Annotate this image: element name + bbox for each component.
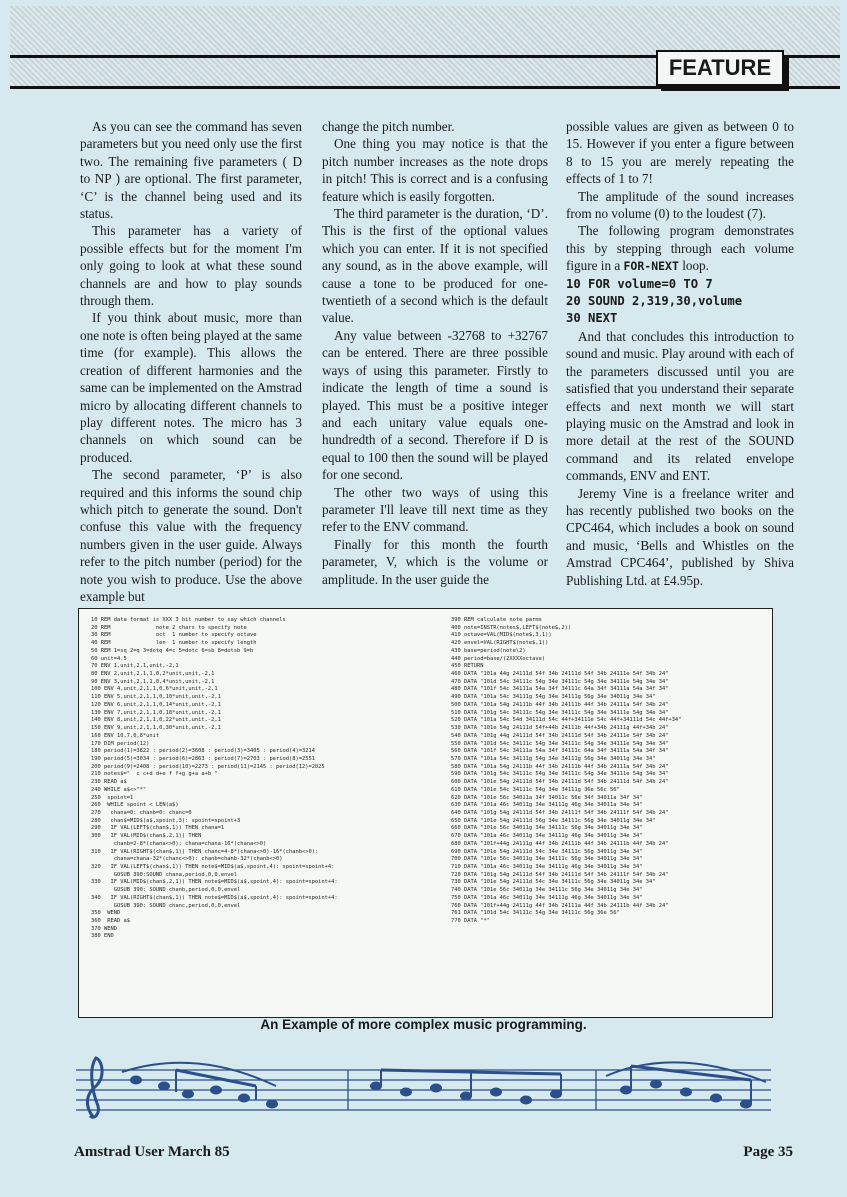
music-staff-illustration [76, 1046, 771, 1126]
listing-line: 280 chan$=MID$(a$,spoint,3): spoint=spoint+3 [91, 817, 241, 824]
listing-line: 440 period=base/(2XXXXoctave) [451, 655, 546, 662]
listing-line: 460 DATA "101a 44g 24111d 54f 34b 24111d 54f 34b 24111e 54f 34b 24" [451, 671, 669, 678]
listing-line: 600 DATA "101e 54g 24111d 54f 34b 24111d 54f 34b 24111d 54f 34b 24" [451, 779, 669, 786]
listing-line: 770 DATA "*" [451, 918, 490, 925]
paragraph: Any value between -32768 to +32767 can be entered. There are three possible ways of using this parameter. Firstly to indicate the length of time a sound is played. This must be a positive integer and each unitary value equals one-hundredth of a second. Therefore if D is equal to 100 then the sound will be played for one second. [322, 327, 548, 483]
listing-line: 760 DATA "101f+44g 24111g 44f 34b 24111a 44f 34b 24111b 44f 34b 24" [451, 902, 669, 909]
program-listing [78, 608, 773, 1018]
listing-line: 120 ENV 6,unit,2,1,1,0,14*unit,unit,-2,1 [91, 701, 221, 708]
listing-line: 50 REM 1=sq 2=q 3=dotq 4=c 5=dotc 6=sb 8=dotsb 9=b [91, 647, 254, 654]
listing-line: 510 DATA "101g 54c 34111c 54g 34e 34111c 54g 34e 34111e 54g 34e 34" [451, 709, 669, 716]
listing-line: 490 DATA "101a 54c 34111g 54g 34e 34111g 56g 34e 34011g 34e 34" [451, 694, 656, 701]
listing-line: 350 WEND [91, 910, 121, 917]
paragraph: And that concludes this introduction to sound and music. Play around with each of the parameters discussed until you are satisfied that you understand their separate effects and next month we will start playing music on the Amstrad and look in more detail at the rest of the SOUND command and its related envelope commands, ENV and ENT. [566, 328, 794, 484]
listing-line: 90 ENV 3,unit,2,1,1,0,4*unit,unit,-2,1 [91, 678, 215, 685]
listing-line: 610 DATA "101e 54c 34111c 54g 34e 34111g 36e 56c 56" [451, 786, 620, 793]
listing-caption: An Example of more complex music programming. [260, 1017, 587, 1032]
listing-line: 410 octave=VAL(MID$(note$,3,1)) [451, 632, 552, 639]
listing-line: 520 DATA "101a 54c 54d 34111d 54c 44f+34111e 54c 44f+34111d 54c 44f+34" [451, 717, 682, 724]
listing-line: 700 DATA "101e 56c 34011g 34e 34111c 56g 34e 34011g 34e 34" [451, 856, 643, 863]
listing-line: 330 IF VAL(MID$(chan$,2,1)) THEN note$=MID$(a$,spoint,4): spoint=spoint+4: [91, 879, 338, 886]
listing-line: GOSUB 390: SOUND chanb,period,0,0,envel [91, 887, 241, 894]
footer-publication: Amstrad User March 85 [74, 1144, 230, 1160]
listing-line: 190 period(5)=3034 : period(6)=2863 : period(7)=2703 : period(8)=2551 [91, 755, 315, 762]
listing-line: 761 DATA "101d 54c 34111c 54g 34e 34111c 56g 36e 56" [451, 910, 620, 917]
listing-line: 70 ENV 1,unit,2,1,unit,-2,1 [91, 663, 179, 670]
listing-line: 250 spoint=1 [91, 794, 134, 801]
code-line: 20 SOUND 2,319,30,volume [566, 294, 743, 309]
paragraph-text: The following program demonstrates this by stepping through each volume figure in a [566, 223, 794, 274]
listing-line: 670 DATA "101a 46c 34011g 34e 34111g 46g 34e 34011g 34e 34" [451, 833, 643, 840]
listing-line: 340 IF VAL(RIGHT$(chan$,1)) THEN note$=MID$(a$,spoint,4): spoint=spoint+4: [91, 894, 338, 901]
listing-line: 500 DATA "101a 54g 24111b 44f 34b 24111b 44f 34b 24111a 54f 34b 24" [451, 701, 669, 708]
listing-line: 320 IF VAL(LEFT$(chan$,1)) THEN note$=MID$(a$,spoint,4): spoint=spoint+4: [91, 864, 335, 870]
listing-line: 180 period(1)=3822 : period(2)=3608 : period(3)=3405 : period(4)=3214 [91, 748, 315, 755]
listing-line: 270 chana=0: chanb=0: chanc=0 [91, 809, 192, 816]
listing-line: 560 DATA "101f 54c 34111a 54a 34f 34111c 64a 34f 34111a 54a 34f 34" [451, 748, 669, 755]
listing-line: 160 ENV 10,7,0,8*unit [91, 732, 160, 739]
listing-line: 590 DATA "101g 54c 34111c 54g 34e 34111c 54g 34e 34111e 54g 34e 34" [451, 771, 669, 778]
paragraph: One thing you may notice is that the pitch number increases as the note drops in pitch! This is correct and is a confusing feature which is easily forgotten. [322, 136, 548, 204]
listing-line: 470 DATA "101d 54c 34111c 54g 34e 34111c 54g 34e 34111e 54g 34e 34" [451, 678, 669, 685]
article-column-3 [566, 118, 794, 589]
listing-line: 300 IF VAL(MID$(chan$,2,1)) THEN [91, 833, 202, 840]
paragraph: As you can see the command has seven parameters but you need only use the first two. The remaining five parameters ( D to NP ) are optional. The first parameter, ‘C’ is the channel being used and its status. [80, 119, 302, 222]
listing-line: 290 IF VAL(LEFT$(chan$,1)) THEN chana=1 [91, 825, 225, 832]
listing-line: 550 DATA "101d 54c 34111c 54g 34e 34111c 54g 34e 34111e 54g 34e 34" [451, 740, 669, 747]
footer-page-number: Page 35 [743, 1144, 793, 1160]
listing-line: 650 DATA "101e 54g 24111d 56g 34e 34111c 56g 34e 34011g 34e 34" [451, 817, 656, 824]
listing-line: 210 notes$=" c c+d d+e f f+g g+a a+b " [91, 771, 218, 778]
listing-line: 380 END [91, 933, 114, 940]
listing-line: 740 DATA "101e 56c 34011g 34e 34111c 56g 34e 34011g 34e 34" [451, 887, 643, 894]
paragraph: The amplitude of the sound increases from no volume (0) to the loudest (7). [566, 188, 794, 222]
listing-line: 750 DATA "101a 46c 34011g 34e 34111g 46g 34e 34011g 34e 34" [451, 894, 643, 901]
listing-line: 130 ENV 7,unit,2,1,1,0,18*unit,unit,-2,1 [91, 709, 221, 716]
paragraph-text: loop. [678, 258, 709, 274]
paragraph: The second parameter, ‘P’ is also required and this informs the sound chip which pitch to generate the sound. Don't confuse this value with the frequency numbers given in the user guide. Always refer to the pitch number (period) for the note you wish to produce. Use the above example but [80, 467, 302, 604]
paragraph [566, 222, 794, 275]
paragraph: possible values are given as between 0 to 15. However if you enter a figure between 8 to 15 you are merely repeating the effects of 1 to 7! [566, 119, 794, 187]
listing-line: 240 WHILE a$<>"*" [91, 786, 147, 793]
listing-line: 20 REM note 2 chars to specify note [91, 624, 247, 631]
paragraph: Jeremy Vine is a freelance writer and has recently published two books on the CPC464, which includes a book on sound and music, ‘Bells and Whistles on the Amstrad CPC464’, published by Shiva Publishing Ltd. at £4.95p. [566, 485, 794, 588]
listing-line: 450 RETURN [451, 663, 484, 670]
listing-line: 630 DATA "101a 46c 34011g 34e 34111g 46g 34e 34011a 34e 34" [451, 802, 643, 809]
listing-line: 370 WEND [91, 925, 117, 932]
listing-line: GOSUB 390:SOUND chana,period,0,0,envel [91, 871, 238, 878]
listing-line: 720 DATA "101g 54g 24111d 54f 34b 24111d 54f 34b 24111f 54f 34b 24" [451, 871, 669, 878]
listing-line: 100 ENV 4,unit,2,1,1,0,6*unit,unit,-2,1 [91, 686, 218, 693]
listing-line: 200 period(9)=2408 : period(10)=2273 : period(11)=2145 : period(12)=2025 [91, 763, 325, 770]
article-column-1 [80, 118, 302, 605]
listing-line: GOSUB 390: SOUND chanc,period,0,0,envel [91, 902, 241, 909]
paragraph: The other two ways of using this parameter I'll leave till next time as they refer to the ENV command. [322, 484, 548, 535]
listing-line: 150 ENV 9,unit,2,1,1,0,30*unit,unit,-2,1 [91, 725, 221, 732]
listing-line: 390 REM calculate note parms [451, 617, 542, 623]
listing-column-left [91, 617, 338, 941]
listing-line: 660 DATA "101e 56c 34011g 34e 34111c 56g 34e 34011g 34e 34" [451, 825, 643, 832]
listing-line: 260 WHILE spoint < LEN(a$) [91, 802, 179, 809]
listing-line: 690 DATA "101e 54g 24111d 54c 34e 34111c 56g 34011g 34e 34" [451, 848, 643, 855]
listing-line: 170 DIM period(12) [91, 740, 150, 747]
listing-line: 540 DATA "101g 44g 24111d 54f 34b 24111d 54f 34b 24111e 54f 34b 24" [451, 732, 669, 739]
listing-line: 480 DATA "101f 54c 34111a 54a 34f 34111c 64a 34f 34111a 54a 34f 34" [451, 686, 669, 693]
listing-line: 620 DATA "101e 56c 34011a 34f 34011c 56e 34f 34011a 34f 34" [451, 794, 643, 801]
paragraph: This parameter has a variety of possible effects but for the moment I'm only going to look at what these sound channels are and how to play sounds through them. [80, 223, 302, 309]
listing-line: 420 envel=VAL(RIGHT$(note$,1)) [451, 640, 549, 647]
paragraph: change the pitch number. [322, 119, 455, 134]
listing-line: 310 IF VAL(RIGHT$(chan$,1)) THEN chanc=4-8*(chana<>0)-16*(chanb<>0): [91, 848, 319, 855]
listing-line: 400 note=INSTR(notes$,LEFT$(note$,2)) [451, 624, 572, 631]
listing-column-right [451, 617, 681, 926]
listing-line: chana=chana-32*(chanc<>0): chanb=chanb-32*(chanb<>0) [91, 856, 283, 863]
header-rule-bottom [10, 86, 840, 89]
paragraph: Finally for this month the fourth parameter, V, which is the volume or amplitude. In the user guide the [322, 536, 548, 587]
listing-line: 710 DATA "101a 46c 34011g 34e 34111g 46g 34e 34011g 34e 34" [451, 864, 643, 870]
code-line: 10 FOR volume=0 TO 7 [566, 276, 713, 291]
listing-line: 30 REM oct 1 number to specify octave [91, 632, 257, 639]
listing-line: 580 DATA "101a 54g 24111b 44f 34b 24111b 44f 34b 24111a 54f 34b 24" [451, 763, 669, 770]
listing-line: 40 REM len 1 number to specify length [91, 640, 257, 647]
listing-line: 360 READ a$ [91, 918, 130, 925]
listing-line: 10 REM data format is XXX 3 bit number to say which channels [91, 617, 286, 623]
section-label: FEATURE [656, 50, 784, 86]
listing-line: 80 ENV 2,unit,2,1,1,0,2*unit,unit,-2,1 [91, 671, 215, 678]
listing-line: 430 base=period(note\2) [451, 647, 526, 654]
listing-line: 680 DATA "101f+44g 24111g 44f 34b 24111b 44f 34b 24111b 44f 34b 24" [451, 840, 669, 847]
listing-line: 60 unit=4.5 [91, 655, 127, 662]
listing-line: 730 DATA "101e 54g 24111d 54c 34e 34111c 56g 34e 34011g 34e 34" [451, 879, 656, 886]
listing-line: 640 DATA "101g 54g 24111d 54f 34b 24111f 54f 34b 24111f 54f 34b 24" [451, 809, 669, 816]
paragraph: The third parameter is the duration, ‘D’. This is the first of the optional values which you can enter. If it is not specified any sound, as in the above example, will cause a tone to be produced for one-twentieth of a second which is the default value. [322, 206, 548, 326]
article-column-2 [322, 118, 548, 588]
listing-line: 570 DATA "101a 54c 34111g 54g 34e 34111g 56g 34e 34011g 34e 34" [451, 755, 656, 762]
paragraph: If you think about music, more than one note is often being played at the same time (for example). This allows the creation of different harmonies and the same can be implemented on the Amstrad micro by allocating different channels to play different notes. The micro has 3 channels on which sound can be produced. [80, 310, 302, 465]
keyword: FOR-NEXT [623, 259, 679, 274]
listing-line: 110 ENV 5,unit,2,1,1,0,10*unit,unit,-2,1 [91, 694, 221, 701]
listing-line: 230 READ a$ [91, 779, 127, 786]
listing-line: chanb=2-8*(chana<>0): chana=chana-16*(chana<>0) [91, 840, 267, 847]
code-line: 30 NEXT [566, 311, 618, 326]
listing-line: 530 DATA "101e 54g 24111d 54f+44b 24111b 44f+34b 24111g 44f+34b 24" [451, 725, 669, 732]
listing-line: 140 ENV 8,unit,2,1,1,0,22*unit,unit,-2,1 [91, 717, 221, 724]
